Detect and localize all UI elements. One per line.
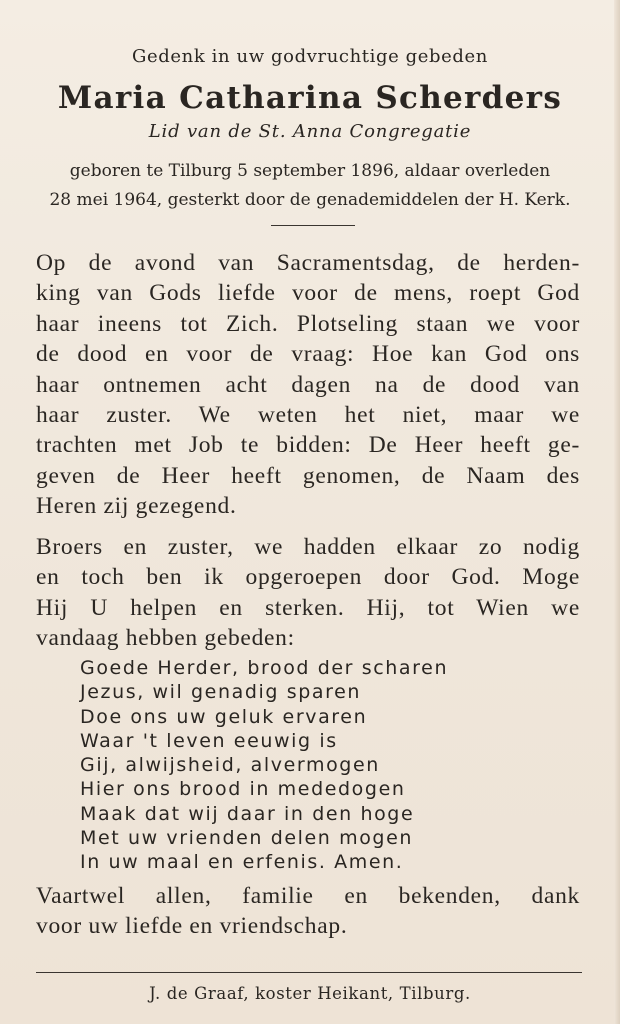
prayer-line: Met uw vrienden delen mogen xyxy=(80,827,414,850)
prayer-line: Waar 't leven eeuwig is xyxy=(80,729,338,752)
text-line: voor uw liefde en vriendschap. xyxy=(36,913,348,940)
text-line: trachten met Job te bidden: De Heer heeft ge- xyxy=(36,432,580,459)
text-line: Heren zij gezegend. xyxy=(36,493,237,520)
prayer-line: Goede Herder, brood der scharen xyxy=(80,657,449,679)
text-line: Hij U helpen en sterken. Hij, tot Wien we xyxy=(36,594,580,621)
paragraph-farewell xyxy=(36,881,580,942)
paragraph-reflection xyxy=(36,248,580,522)
text-line: king van Gods liefde voor de mens, roept God xyxy=(36,280,580,307)
text-line: haar zuster. We weten het niet, maar we xyxy=(36,402,580,429)
prayer-line: Jezus, wil genadig sparen xyxy=(80,681,362,704)
footer-rule xyxy=(36,972,582,973)
text-line: Vaartwel allen, familie en bekenden, dank xyxy=(36,883,580,909)
text-line: de dood en voor de vraag: Hoe kan God ons xyxy=(36,341,580,368)
text-line: en toch ben ik opgeroepen door God. Moge xyxy=(36,564,580,591)
printer-credit: J. de Graaf, koster Heikant, Tilburg. xyxy=(149,984,471,1003)
greeting-line: Gedenk in uw godvruchtige gebeden xyxy=(132,46,488,67)
text-line: vandaag hebben gebeden: xyxy=(36,625,295,652)
text-line: haar ontnemen acht dagen na de dood van xyxy=(36,371,580,398)
deceased-name: Maria Catharina Scherders xyxy=(57,80,563,116)
prayer-line: Gij, alwijsheid, alvermogen xyxy=(80,754,380,777)
paragraph-siblings xyxy=(36,532,580,654)
prayer-line: Doe ons uw geluk ervaren xyxy=(80,705,368,728)
bio-line: 28 mei 1964, gesterkt door de genademiddelen der H. Kerk. xyxy=(49,190,571,210)
bio-line: geboren te Tilburg 5 september 1896, aldaar overleden xyxy=(69,161,551,181)
card-edge-shadow xyxy=(614,0,620,1024)
text-line: geven de Heer heeft genomen, de Naam des xyxy=(36,462,580,489)
text-line: Broers en zuster, we hadden elkaar zo nodig xyxy=(36,534,580,560)
text-line: haar ineens tot Zich. Plotseling staan we voor xyxy=(36,310,580,337)
prayer-verse xyxy=(80,656,550,875)
congregation-line: Lid van de St. Anna Congregatie xyxy=(148,121,472,142)
text-line: Op de avond van Sacramentsdag, de herden- xyxy=(36,250,580,276)
prayer-line: In uw maal en erfenis. Amen. xyxy=(80,851,404,874)
prayer-line: Hier ons brood in mededogen xyxy=(80,778,406,801)
biography xyxy=(0,157,620,215)
separator-rule xyxy=(271,225,355,226)
prayer-line: Maak dat wij daar in den hoge xyxy=(80,802,415,825)
